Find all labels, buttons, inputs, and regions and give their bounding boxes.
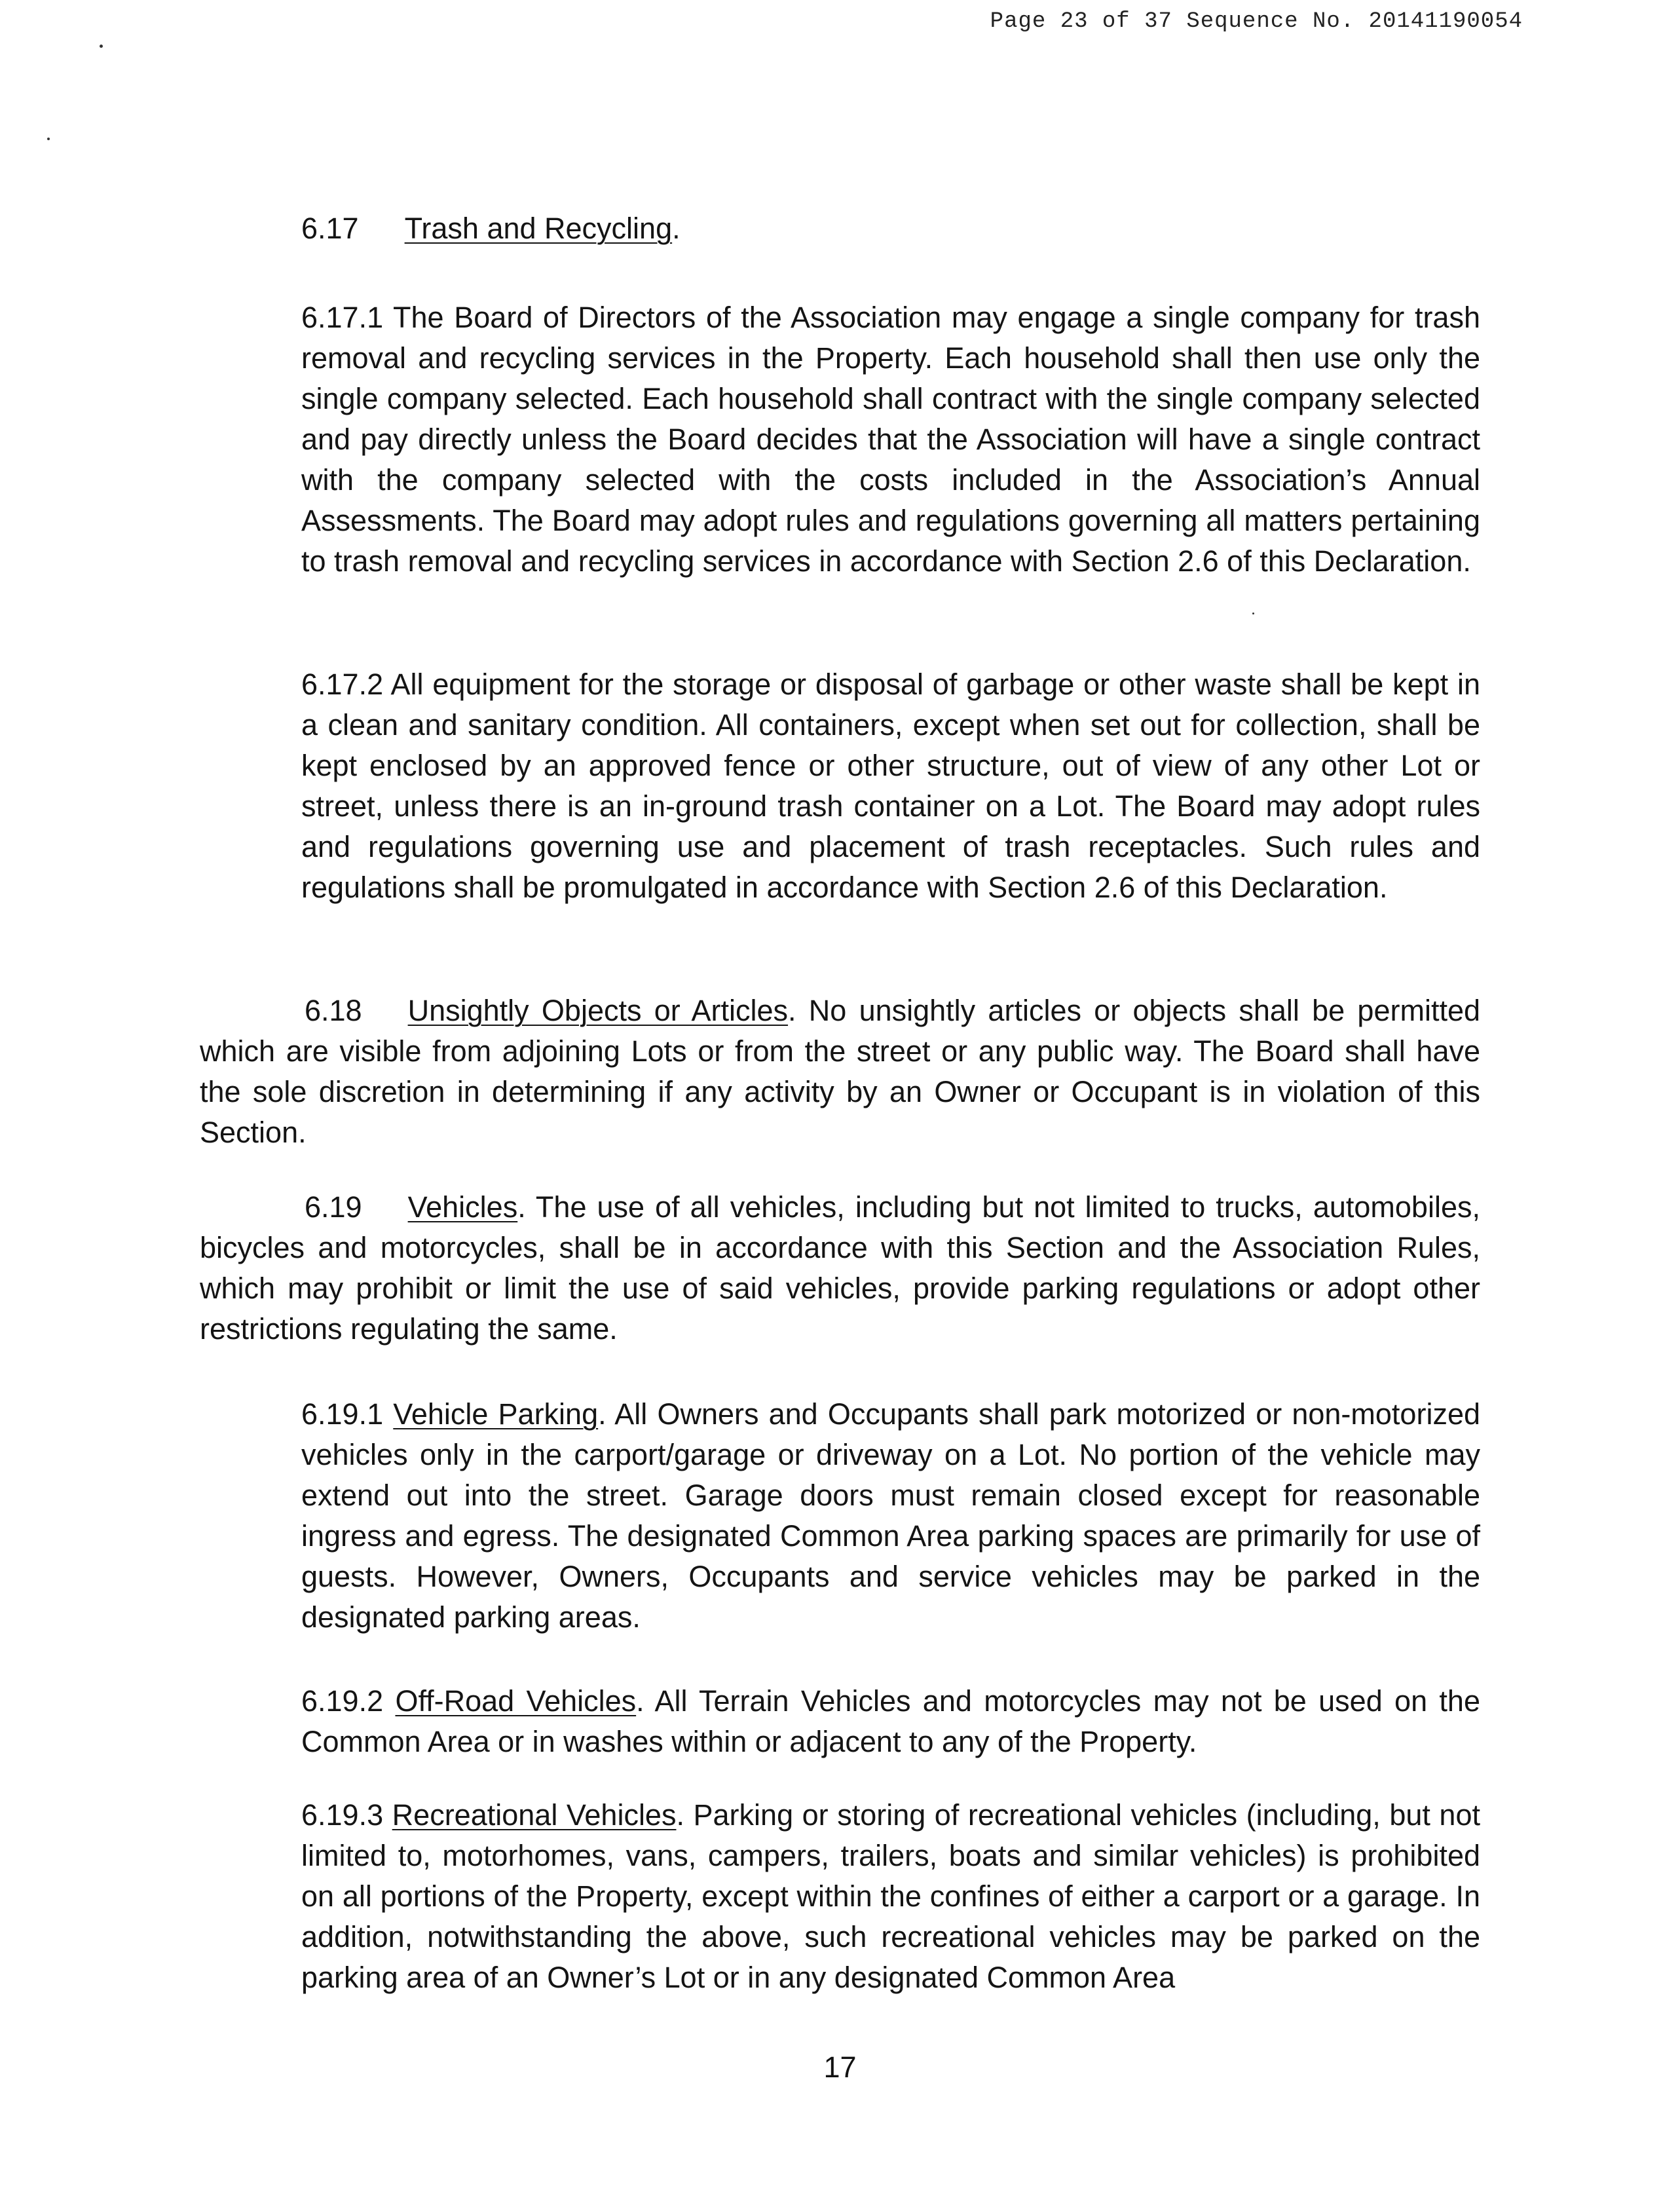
- section-text: . The use of all vehicles, including but not limited to trucks, automobiles, bicycles and motorcycles, shall be in accordance with this Section and the Association Rules, which may prohibit or limit the use of said vehicles, provide parking regulations or adopt other restrictions regulating the same.: [200, 1190, 1480, 1346]
- section-text: . Parking or storing of recreational vehicles (including, but not limited to, motorhomes, vans, campers, trailers, boats and similar vehicles) is prohibited on all portions of the Property, except within the confines of either a carport or a garage. In addition, notwithstanding the above, such recreational vehicles may be parked on the parking area of an Owner’s Lot or in any designated Common Area: [301, 1798, 1480, 1994]
- section-6-19-3: [301, 1795, 1480, 1998]
- section-title: Off-Road Vehicles: [395, 1684, 637, 1718]
- section-6-17-heading: [301, 208, 1480, 249]
- section-title: Unsightly Objects or Articles: [407, 994, 789, 1027]
- scan-speck: [1252, 613, 1254, 614]
- section-number: 6.17: [301, 212, 359, 245]
- section-6-19-2: [301, 1681, 1480, 1762]
- section-title: Recreational Vehicles: [392, 1798, 677, 1832]
- section-text: . All Owners and Occupants shall park motorized or non-motorized vehicles only in the carport/garage or driveway on a Lot. No portion of the vehicle may extend out into the street. Garage doors must remain closed except for reasonable ingress and egress. The designated Common Area parking spaces are primarily for use of guests. However, Owners, Occupants and service vehicles may be parked in the designated parking areas.: [301, 1397, 1480, 1634]
- section-title-end: .: [672, 212, 681, 245]
- page-header: Page 23 of 37 Sequence No. 20141190054: [990, 9, 1523, 34]
- section-6-18: [200, 990, 1480, 1153]
- section-number: 6.19: [305, 1190, 362, 1224]
- section-6-19: [200, 1187, 1480, 1349]
- section-title: Vehicles: [407, 1190, 518, 1224]
- section-text: All equipment for the storage or disposal of garbage or other waste shall be kept in a clean and sanitary condition. All containers, except when set out for collection, shall be kept enclosed by an approved fence or other structure, out of view of any other Lot or street, unless there is an in-ground trash container on a Lot. The Board may adopt rules and regulations governing use and placement of trash receptacles. Such rules and regulations shall be promulgated in accordance with Section 2.6 of this Declaration.: [301, 668, 1480, 904]
- section-number: 6.17.1: [301, 301, 384, 334]
- section-number: 6.19.2: [301, 1684, 384, 1718]
- section-text: . All Terrain Vehicles and motorcycles may not be used on the Common Area or in washes within or adjacent to any of the Property.: [301, 1684, 1480, 1758]
- section-6-17-2: [301, 664, 1480, 908]
- section-6-19-1: [301, 1394, 1480, 1638]
- section-number: 6.19.1: [301, 1397, 384, 1431]
- section-title: Vehicle Parking: [393, 1397, 599, 1431]
- section-title: Trash and Recycling: [404, 212, 673, 245]
- page-number: 17: [823, 2050, 857, 2084]
- section-text: The Board of Directors of the Association may engage a single company for trash removal and recycling services in the Property. Each household shall then use only the single company selected. Each household shall contract with the single company selected and pay directly unless the Board decides that the Association will have a single contract with the company selected with the costs included in the Association’s Annual Assessments. The Board may adopt rules and regulations governing all matters pertaining to trash removal and recycling services in accordance with Section 2.6 of this Declaration.: [301, 301, 1480, 578]
- scan-speck: [47, 138, 50, 140]
- section-number: 6.18: [305, 994, 362, 1027]
- section-number: 6.19.3: [301, 1798, 384, 1832]
- section-6-17-1: [301, 297, 1480, 582]
- scan-speck: [100, 45, 103, 48]
- section-number: 6.17.2: [301, 668, 384, 701]
- section-text: . No unsightly articles or objects shall be permitted which are visible from adjoining Lots or from the street or any public way. The Board shall have the sole discretion in determining if any activity by an Owner or Occupant is in violation of this Section.: [200, 994, 1480, 1149]
